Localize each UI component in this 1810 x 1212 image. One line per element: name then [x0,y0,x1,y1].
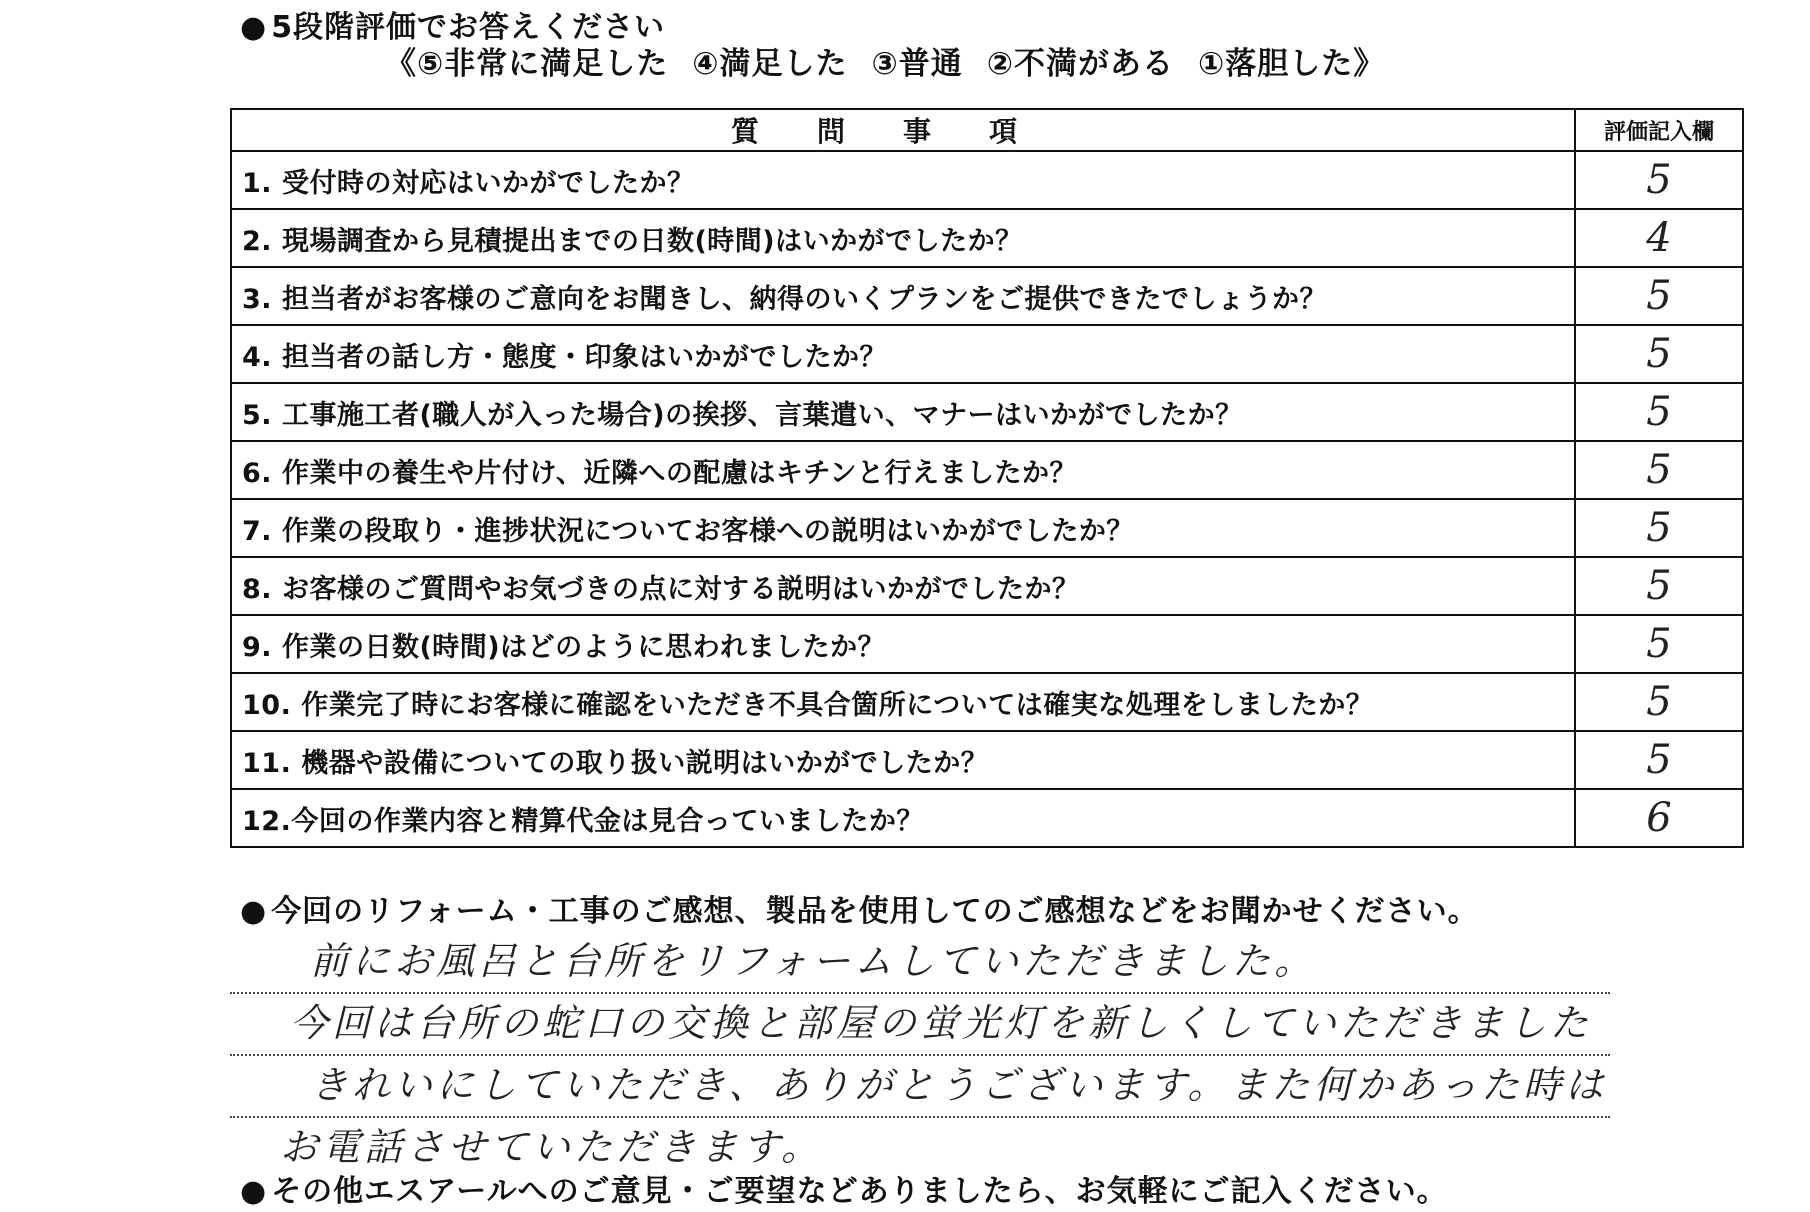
rating-scale-legend [385,38,1385,83]
header-rating: 評価記入欄 [1575,109,1743,151]
table-row [231,673,1743,731]
rating-field[interactable]: 5 [1575,499,1743,557]
rating-field[interactable]: 5 [1575,441,1743,499]
scale-item-1: ①落胆した [1198,46,1354,82]
question-text: 10. 作業完了時にお客様に確認をいただき不具合箇所については確実な処理をしましたか？ [231,673,1575,731]
table-row [231,267,1743,325]
question-text: 1. 受付時の対応はいかがでしたか？ [231,151,1575,209]
impressions-title: 今回のリフォーム・工事のご感想、製品を使用してのご感想などをお聞かせください。 [271,894,1479,929]
scale-close-bracket: 》 [1353,46,1386,82]
bullet-icon: ● [240,10,268,45]
rating-field[interactable]: 4 [1575,209,1743,267]
bullet-icon: ● [240,894,268,929]
rating-field[interactable]: 5 [1575,325,1743,383]
scale-open-bracket: 《 [385,46,417,82]
question-text: 12.今回の作業内容と精算代金は見合っていましたか？ [231,789,1575,847]
question-text: 4. 担当者の話し方・態度・印象はいかがでしたか？ [231,325,1575,383]
rating-field[interactable]: 5 [1575,557,1743,615]
scale-item-2: ②不満がある [986,46,1174,82]
header-question: 質問事項 [231,109,1575,151]
table-row [231,499,1743,557]
question-text: 9. 作業の日数(時間)はどのように思われましたか？ [231,615,1575,673]
table-row [231,731,1743,789]
question-text: 3. 担当者がお客様のご意向をお聞きし、納得のいくプランをご提供できたでしょうか？ [231,267,1575,325]
rating-field[interactable]: 5 [1575,731,1743,789]
table-row [231,383,1743,441]
table-row [231,557,1743,615]
table-row [231,325,1743,383]
question-text: 7. 作業の段取り・進捗状況についてお客様への説明はいかがでしたか？ [231,499,1575,557]
scale-item-3: ③普通 [871,46,963,82]
survey-table [230,108,1744,848]
table-row [231,441,1743,499]
handwritten-comment-line: 今回は台所の蛇口の交換と部屋の蛍光灯を新しくしていただきました [230,994,1610,1056]
other-feedback-heading [240,1166,1448,1210]
rating-field[interactable]: 5 [1575,151,1743,209]
impressions-comment-area[interactable] [230,932,1610,1178]
handwritten-comment-line: きれいにしていただき、ありがとうございます。また何かあった時は [230,1056,1610,1118]
bullet-icon: ● [240,1174,268,1209]
question-text: 11. 機器や設備についての取り扱い説明はいかがでしたか？ [231,731,1575,789]
handwritten-comment-line: 前にお風呂と台所をリフォームしていただきました。 [230,932,1610,994]
question-text: 8. お客様のご質問やお気づきの点に対する説明はいかがでしたか？ [231,557,1575,615]
table-row [231,209,1743,267]
scale-item-5: ⑤非常に満足した [417,46,669,82]
scale-item-4: ④満足した [692,46,848,82]
instruction-title: 5段階評価でお答えください [271,10,666,45]
table-row [231,615,1743,673]
question-text: 2. 現場調査から見積提出までの日数(時間)はいかがでしたか？ [231,209,1575,267]
impressions-heading [240,886,1479,930]
rating-field[interactable]: 5 [1575,383,1743,441]
question-text: 6. 作業中の養生や片付け、近隣への配慮はキチンと行えましたか？ [231,441,1575,499]
rating-field[interactable]: 5 [1575,267,1743,325]
table-row [231,789,1743,847]
handwritten-comment-line: お電話させていただきます。 [280,1125,823,1169]
other-feedback-title: その他エスアールへのご意見・ご要望などありましたら、お気軽にご記入ください。 [271,1174,1448,1209]
table-header-row [231,109,1743,151]
question-text: 5. 工事施工者(職人が入った場合)の挨拶、言葉遣い、マナーはいかがでしたか？ [231,383,1575,441]
table-row [231,151,1743,209]
rating-field[interactable]: 5 [1575,673,1743,731]
rating-field[interactable]: 5 [1575,615,1743,673]
rating-field[interactable]: 6 [1575,789,1743,847]
